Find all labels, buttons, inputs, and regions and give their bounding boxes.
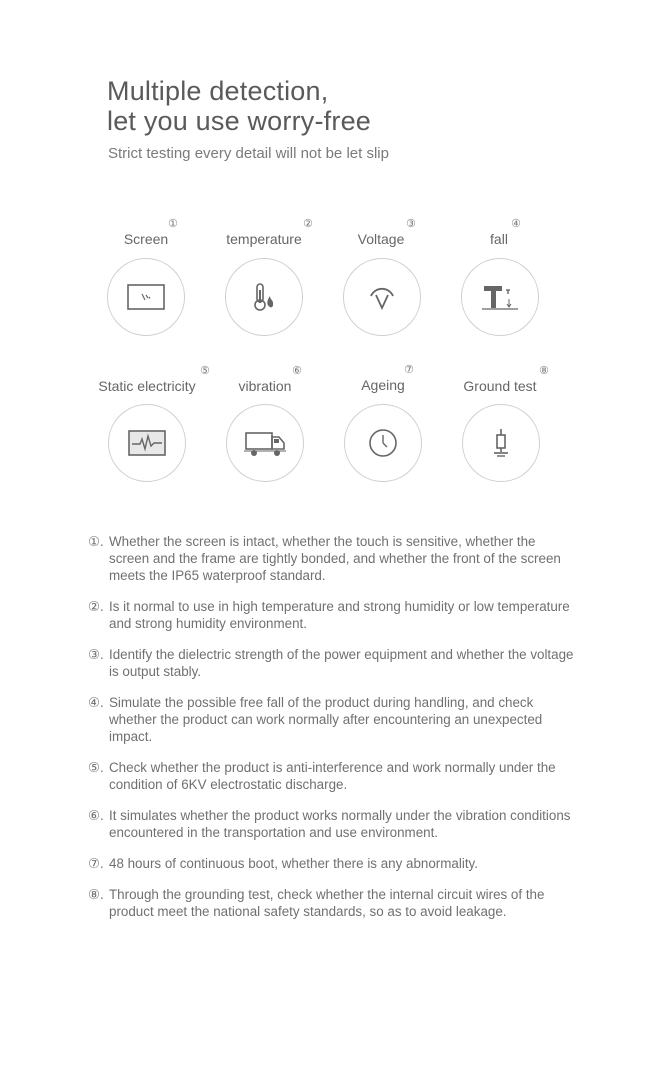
test-label: fall: [490, 231, 508, 247]
test-label: vibration: [238, 378, 292, 394]
test-label: Voltage: [357, 231, 405, 247]
test-number: ⑦: [404, 364, 414, 376]
note-item: [88, 694, 578, 745]
test-number: ⑥: [292, 365, 302, 377]
test-descriptions: [88, 533, 578, 934]
note-item: [88, 807, 578, 841]
static-electricity-icon: [108, 404, 186, 482]
note-item: [88, 886, 578, 920]
test-number: ①: [168, 218, 178, 230]
test-number: ③: [406, 218, 416, 230]
note-text: Is it normal to use in high temperature and strong humidity or low temperature and strong humidity environment.: [109, 599, 570, 631]
screen-icon: [107, 258, 185, 336]
note-text: Check whether the product is anti-interference and work normally under the condition of 6KV electrostatic discharge.: [109, 760, 556, 792]
note-number: ③.: [88, 647, 104, 662]
title-line-1: Multiple detection,: [107, 76, 329, 106]
note-number: ⑤.: [88, 760, 104, 775]
note-number: ④.: [88, 695, 104, 710]
fall-icon: [461, 258, 539, 336]
test-label: Ageing: [361, 377, 405, 393]
test-number: ②: [303, 218, 313, 230]
note-number: ⑦.: [88, 856, 104, 871]
test-number: ⑧: [539, 365, 549, 377]
note-item: [88, 598, 578, 632]
voltage-icon: [343, 258, 421, 336]
note-text: Through the grounding test, check whether the internal circuit wires of the product meet the national safety standards, so as to avoid leakage.: [109, 887, 545, 919]
note-item: [88, 855, 578, 872]
test-number: ⑤: [200, 365, 210, 377]
note-text: It simulates whether the product works normally under the vibration conditions encountered in the transportation and use environment.: [109, 808, 571, 840]
truck-icon: [226, 404, 304, 482]
test-grid: [0, 0, 650, 500]
note-number: ②.: [88, 599, 104, 614]
test-label: Static electricity: [98, 378, 196, 394]
page-subtitle: Strict testing every detail will not be let slip: [108, 145, 389, 162]
test-label: Ground test: [463, 378, 537, 394]
note-item: [88, 533, 578, 584]
note-item: [88, 646, 578, 680]
note-text: Whether the screen is intact, whether the touch is sensitive, whether the screen and the frame are tightly bonded, and whether the front of the screen meets the IP65 waterproof standard.: [109, 534, 561, 583]
title-line-2: let you use worry-free: [107, 106, 371, 136]
ground-icon: [462, 404, 540, 482]
note-text: Simulate the possible free fall of the product during handling, and check whether the product can work normally after encountering an unexpected impact.: [109, 695, 543, 744]
test-number: ④: [511, 218, 521, 230]
note-text: 48 hours of continuous boot, whether there is any abnormality.: [109, 856, 478, 871]
note-number: ⑥.: [88, 808, 104, 823]
clock-icon: [344, 404, 422, 482]
note-number: ①.: [88, 534, 104, 549]
note-text: Identify the dielectric strength of the power equipment and whether the voltage is output stably.: [109, 647, 574, 679]
note-item: [88, 759, 578, 793]
test-label: temperature: [226, 231, 302, 247]
thermometer-icon: [225, 258, 303, 336]
test-label: Screen: [123, 231, 169, 247]
note-number: ⑧.: [88, 887, 104, 902]
